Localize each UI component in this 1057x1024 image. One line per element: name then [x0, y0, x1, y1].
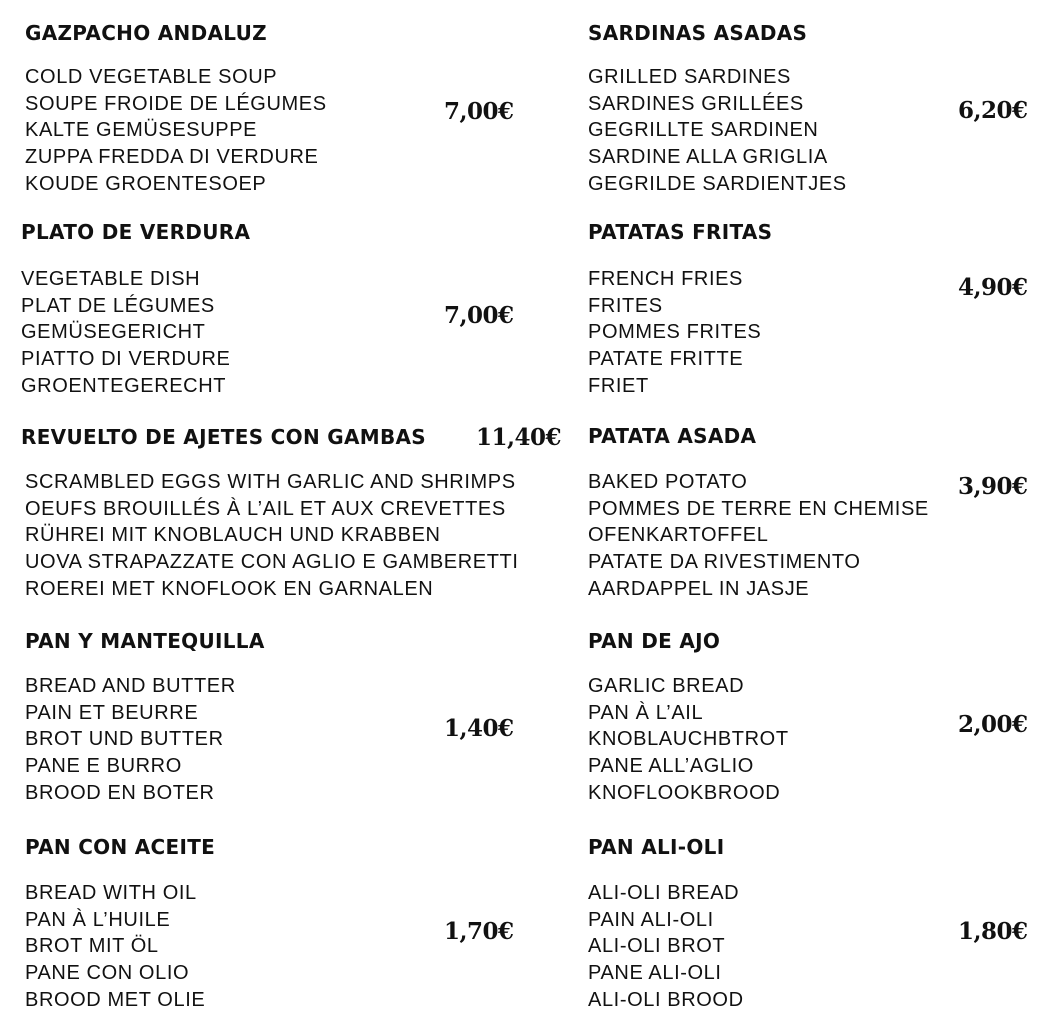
translation-line: BROOD MET OLIE [25, 988, 206, 1011]
translation-line: GARLIC BREAD [588, 675, 745, 697]
translation-line: POMMES DE TERRE EN CHEMISE [588, 497, 929, 520]
translation-line: GEGRILLTE SARDINEN [588, 119, 819, 142]
item-price: 7,00€ [444, 98, 514, 125]
item-translations [588, 880, 744, 1013]
item-price: 3,90€ [958, 473, 1028, 500]
translation-line: POMMES FRITES [588, 321, 762, 344]
translation-line: UOVA STRAPAZZATE CON AGLIO E GAMBERETTI [25, 551, 519, 574]
item-translations [25, 469, 518, 602]
translation-line: OEUFS BROUILLÉS À L’AIL ET AUX CREVETTES [25, 497, 506, 520]
translation-line: PANE ALI-OLI [588, 962, 722, 985]
translation-line: PANE CON OLIO [25, 962, 190, 985]
item-price: 7,00€ [444, 302, 514, 329]
translation-line: BREAD AND BUTTER [25, 675, 236, 697]
translation-line: RÜHREI MIT KNOBLAUCH UND KRABBEN [25, 524, 441, 547]
item-title: PAN Y MANTEQUILLA [25, 629, 265, 653]
translation-line: KALTE GEMÜSESUPPE [25, 119, 258, 142]
item-title: PATATAS FRITAS [588, 220, 773, 244]
translation-line: PANE E BURRO [25, 755, 182, 778]
translation-line: PIATTO DI VERDURE [21, 348, 231, 371]
item-translations [21, 266, 231, 399]
translation-line: PATATE FRITTE [588, 348, 744, 371]
translation-line: ALI-OLI BROT [588, 935, 726, 958]
translation-line: PATATE DA RIVESTIMENTO [588, 551, 861, 574]
translation-line: FRENCH FRIES [588, 268, 743, 290]
translation-line: BROT UND BUTTER [25, 728, 224, 751]
translation-line: BROT MIT ÖL [25, 935, 159, 958]
translation-line: ROEREI MET KNOFLOOK EN GARNALEN [25, 577, 434, 600]
translation-line: SARDINES GRILLÉES [588, 92, 804, 115]
item-translations [25, 64, 327, 197]
item-title: PATATA ASADA [588, 424, 757, 448]
item-translations [25, 673, 236, 806]
translation-line: SCRAMBLED EGGS WITH GARLIC AND SHRIMPS [25, 471, 516, 493]
translation-line: ZUPPA FREDDA DI VERDURE [25, 146, 319, 169]
item-title: PAN CON ACEITE [25, 835, 216, 859]
translation-line: ALI-OLI BREAD [588, 882, 740, 904]
translation-line: FRIET [588, 374, 649, 397]
item-title: REVUELTO DE AJETES CON GAMBAS [21, 425, 426, 449]
translation-line: COLD VEGETABLE SOUP [25, 66, 278, 88]
item-title: PAN DE AJO [588, 629, 721, 653]
item-price: 2,00€ [958, 711, 1028, 738]
translation-line: BROOD EN BOTER [25, 781, 215, 804]
translation-line: PLAT DE LÉGUMES [21, 294, 215, 317]
translation-line: PAN À L’AIL [588, 701, 704, 724]
item-translations [588, 469, 929, 602]
item-translations [588, 266, 761, 399]
translation-line: GRILLED SARDINES [588, 66, 791, 88]
translation-line: AARDAPPEL IN JASJE [588, 577, 810, 600]
item-translations [25, 880, 205, 1013]
translation-line: ALI-OLI BROOD [588, 988, 744, 1011]
translation-line: OFENKARTOFFEL [588, 524, 769, 547]
item-price: 1,70€ [444, 918, 514, 945]
translation-line: GEGRILDE SARDIENTJES [588, 172, 847, 195]
item-translations [588, 673, 789, 806]
item-price: 1,80€ [958, 918, 1028, 945]
item-title: GAZPACHO ANDALUZ [25, 21, 267, 45]
translation-line: BAKED POTATO [588, 471, 748, 493]
item-title: PLATO DE VERDURA [21, 220, 251, 244]
item-price: 1,40€ [444, 715, 514, 742]
translation-line: PAN À L’HUILE [25, 908, 171, 931]
item-price: 6,20€ [958, 97, 1028, 124]
translation-line: KOUDE GROENTESOEP [25, 172, 267, 195]
item-translations [588, 64, 847, 197]
translation-line: BREAD WITH OIL [25, 882, 197, 904]
translation-line: PAIN ET BEURRE [25, 701, 199, 724]
item-title: SARDINAS ASADAS [588, 21, 808, 45]
translation-line: KNOFLOOKBROOD [588, 781, 781, 804]
translation-line: GEMÜSEGERICHT [21, 321, 206, 344]
translation-line: GROENTEGERECHT [21, 374, 227, 397]
translation-line: SARDINE ALLA GRIGLIA [588, 146, 828, 169]
translation-line: SOUPE FROIDE DE LÉGUMES [25, 92, 327, 115]
translation-line: PANE ALL’AGLIO [588, 755, 754, 778]
item-price: 4,90€ [958, 274, 1028, 301]
translation-line: PAIN ALI-OLI [588, 908, 714, 931]
item-title: PAN ALI-OLI [588, 835, 725, 859]
translation-line: VEGETABLE DISH [21, 268, 201, 290]
translation-line: FRITES [588, 294, 663, 317]
translation-line: KNOBLAUCHBTROT [588, 728, 789, 751]
item-price: 11,40€ [476, 424, 562, 451]
